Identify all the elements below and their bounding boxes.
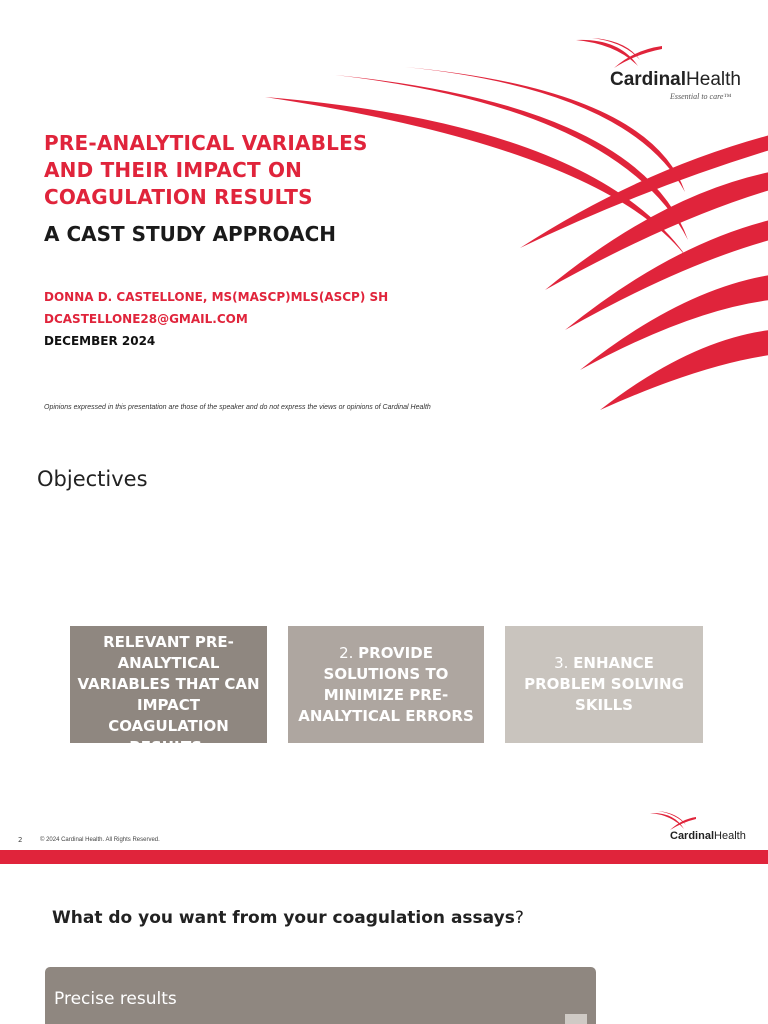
cardinal-health-logo [574,36,741,101]
title-line-1: PRE-ANALYTICAL VARIABLES [44,131,368,155]
title-line-2: AND THEIR IMPACT ON [44,158,303,182]
logo-word-regular: Health [714,830,746,842]
logo-word-bold: Cardinal [610,69,687,90]
logo-word-bold: Cardinal [670,830,715,842]
logo-word-regular: Health [686,69,741,90]
objectives-title: Objectives [37,467,148,491]
presentation-subtitle: A CAST STUDY APPROACH [44,222,337,246]
logo-swoosh-icon [574,36,664,72]
objective-box-3 [505,626,703,743]
objective-text: IDENTIFY RELEVANT PRE-ANALYTICAL VARIABLES THAT CAN IMPACT COAGULATION RESULTS. [77,612,260,756]
objective-number: 1. [120,612,135,630]
author-email: DCASTELLONE28@GMAIL.COM [44,312,248,326]
objective-number: 3. [554,654,569,672]
objective-text: ENHANCE PROBLEM SOLVING SKILLS [524,654,684,714]
logo-swoosh-icon [648,810,698,832]
author-name: DONNA D. CASTELLONE, MS(MASCP)MLS(ASCP) SH [44,290,389,304]
title-slide [0,0,768,440]
logo-tagline: Essential to care™ [670,92,732,101]
disclaimer: Opinions expressed in this presentation are those of the speaker and do not express the views or opinions of Cardinal Health [44,404,431,411]
card-label: Precise results [54,989,177,1009]
objective-box-2 [288,626,484,743]
objective-number: 2. [339,643,354,662]
question-mark: ? [514,908,524,928]
precise-results-card [45,967,596,1024]
title-line-3: COAGULATION RESULTS [44,185,313,209]
question-slide [0,864,768,1024]
presentation-title [44,130,368,211]
cardinal-health-footer-logo [648,810,746,842]
footer-red-bar [0,850,768,864]
copyright-text: © 2024 Cardinal Health. All Rights Reserved. [40,837,160,843]
scrollbar-thumb[interactable] [565,1014,587,1024]
page-number: 2 [18,836,23,844]
question-title [52,908,524,928]
objectives-slide [0,440,768,864]
objective-text: PROVIDE SOLUTIONS TO MINIMIZE PRE-ANALYTICAL ERRORS [298,643,474,725]
presentation-date: DECEMBER 2024 [44,334,156,348]
question-text: What do you want from your coagulation assays [52,908,515,928]
objective-box-1 [70,612,267,756]
